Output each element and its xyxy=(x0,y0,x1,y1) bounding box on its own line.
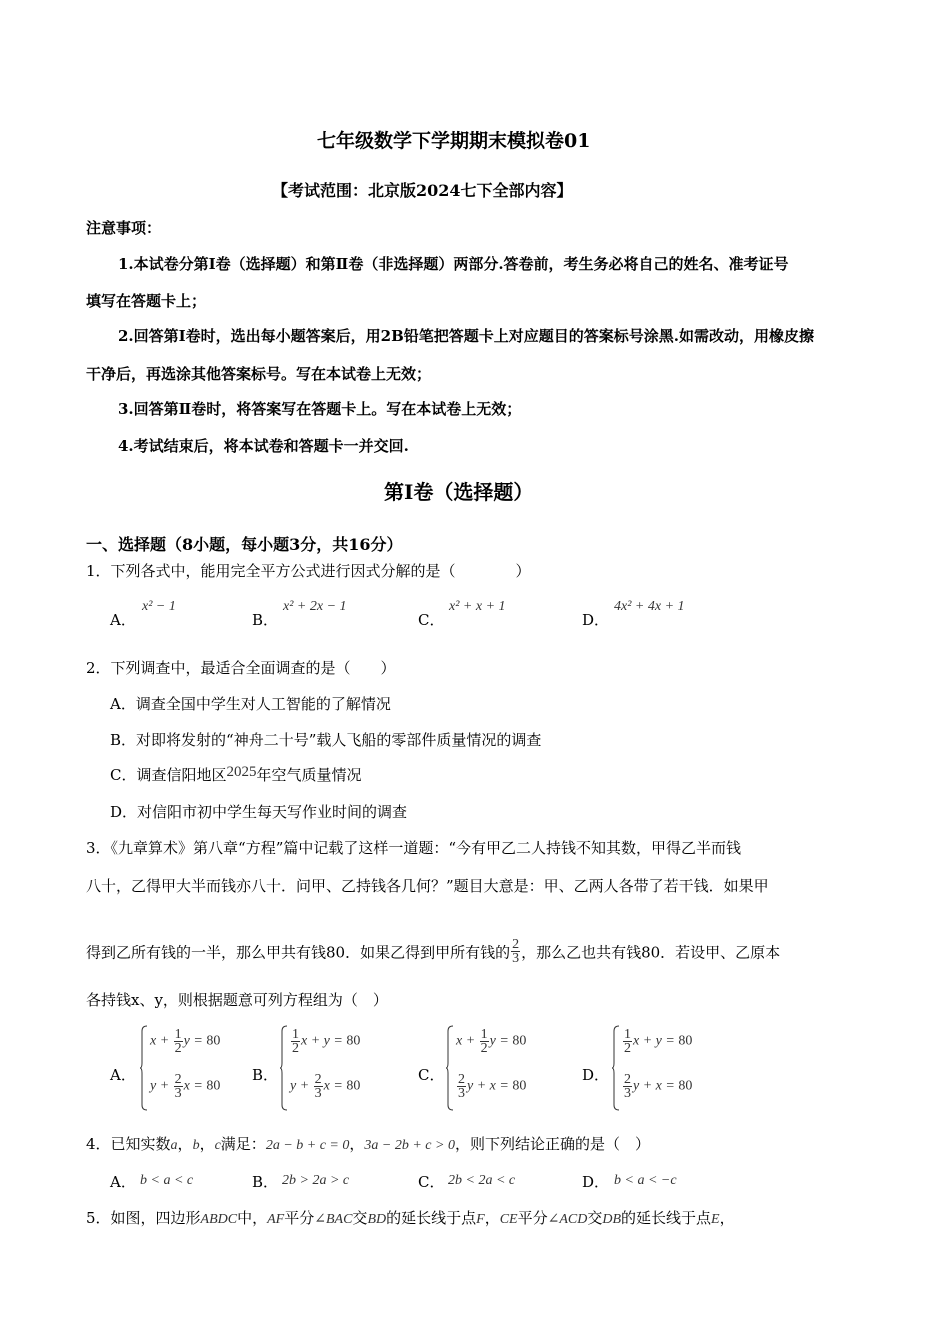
q1-option-d-label: D． xyxy=(582,611,610,629)
q4-condition-1: 2a − b + c = 0 xyxy=(265,1138,350,1153)
q2-option-c-year: 2025 xyxy=(226,764,257,780)
brace-icon xyxy=(280,1025,288,1111)
q3-fraction xyxy=(511,938,520,965)
q2-option-b: B．对即将发射的“神舟二十号”载人飞船的零部件质量情况的调查 xyxy=(110,731,542,749)
q4-option-a-expr: b < a < c xyxy=(140,1173,194,1188)
frac-two-thirds: $\frac{2}{3}$ xyxy=(624,1072,631,1101)
q5-t4: 的延长线于点 xyxy=(386,1209,477,1227)
q3-line-3-post: ，那么乙也共有钱80．若设甲、乙原本 xyxy=(521,943,781,962)
frac-half: $\frac{1}{2}$ xyxy=(292,1027,299,1056)
q3-line-1: 3．《九章算术》第八章“方程”篇中记载了这样一道题：“今有甲乙二人持钱不知其数，甲得乙半而钱 xyxy=(86,839,742,857)
q5-t8: 的延长线于点 xyxy=(621,1209,712,1227)
q4-stem-pre: 4．已知实数 xyxy=(86,1135,171,1153)
notice-item-1-line-1: 1.本试卷分第Ⅰ卷（选择题）和第Ⅱ卷（非选择题）两部分.答卷前，考生务必将自己的姓名、准考证号 xyxy=(118,255,789,273)
q5-stem xyxy=(86,1208,735,1230)
q3-b-eq-1: $\frac{1}{2}$ x + y = 80 xyxy=(292,1027,361,1056)
frac-two-thirds: $\frac{2}{3}$ xyxy=(314,1072,322,1101)
q4-comma: ， xyxy=(349,1135,365,1153)
q3-d-eq-2: $\frac{2}{3}$ y + x = 80 xyxy=(624,1072,693,1101)
q5-pre: 5．如图，四边形 xyxy=(86,1209,201,1227)
q4-var-a: a xyxy=(170,1138,178,1153)
q4-var-b: b xyxy=(192,1138,200,1153)
notice-item-2-line-2: 干净后，再选涂其他答案标号。写在本试卷上无效； xyxy=(86,365,432,383)
q3-option-c-label: C． xyxy=(418,1066,445,1084)
frac-two-thirds: $\frac{2}{3}$ xyxy=(174,1072,182,1101)
brace-icon xyxy=(140,1025,148,1111)
q5-af: AF xyxy=(267,1212,285,1227)
q2-stem: 2．下列调查中，最适合全面调查的是（ ） xyxy=(86,659,396,677)
q5-t1: 中， xyxy=(237,1209,268,1227)
q3-option-a-label: A． xyxy=(110,1066,136,1084)
notice-item-2-line-1: 2.回答第Ⅰ卷时，选出每小题答案后，用2B铅笔把答题卡上对应题目的答案标号涂黑.如需改动，用橡皮擦 xyxy=(118,327,815,345)
q1-stem: 1．下列各式中，能用完全平方公式进行因式分解的是（ ） xyxy=(86,562,531,580)
q3-c-eq-2: $\frac{2}{3}$ y + x = 80 xyxy=(458,1072,527,1101)
q3-c-eq-1: x + $\frac{1}{2}$ y = 80 xyxy=(456,1027,527,1056)
notice-item-1-line-2: 填写在答题卡上； xyxy=(86,292,207,310)
q1-option-d-expr: 4x² + 4x + 1 xyxy=(614,599,685,614)
q3-line-3 xyxy=(86,937,781,967)
q5-t5: ， xyxy=(484,1209,500,1227)
q5-shape: ABDC xyxy=(200,1212,238,1227)
q4-sep-2: ， xyxy=(199,1135,215,1153)
exam-title: 七年级数学下学期期末模拟卷01 xyxy=(317,130,591,152)
section-1-title: 一、选择题（8小题，每小题3分，共16分） xyxy=(86,535,403,554)
q3-a-eq-1: x + $\frac{1}{2}$ y = 80 xyxy=(150,1027,221,1056)
q3-option-d-system xyxy=(612,1025,722,1113)
exam-scope: 【考试范围：北京版2024七下全部内容】 xyxy=(272,181,573,200)
q4-option-d-label: D． xyxy=(582,1173,610,1191)
q3-option-c-system xyxy=(446,1025,556,1113)
q5-t3: 交 xyxy=(352,1209,368,1227)
q2-option-c xyxy=(110,765,362,786)
q4-stem xyxy=(86,1134,650,1156)
q5-f: F xyxy=(476,1212,485,1227)
q2-option-c-pre: C．调查信阳地区 xyxy=(110,766,227,784)
q5-t2: 平分 xyxy=(284,1209,315,1227)
q4-condition-2: 3a − 2b + c > 0 xyxy=(364,1138,455,1153)
q3-d-eq-1: $\frac{1}{2}$ x + y = 80 xyxy=(624,1027,693,1056)
q1-option-a-label: A． xyxy=(110,611,136,629)
q4-option-c-expr: 2b < 2a < c xyxy=(448,1173,516,1188)
q2-option-d: D．对信阳市初中学生每天写作业时间的调查 xyxy=(110,803,408,821)
q4-var-c: c xyxy=(214,1138,221,1153)
frac-half: $\frac{1}{2}$ xyxy=(480,1027,488,1056)
frac-half: $\frac{1}{2}$ xyxy=(174,1027,182,1056)
frac-half: $\frac{1}{2}$ xyxy=(624,1027,631,1056)
q1-option-b-expr: x² + 2x − 1 xyxy=(283,599,347,614)
notice-heading: 注意事项： xyxy=(86,219,162,237)
q5-bd: BD xyxy=(367,1212,387,1227)
q4-option-d-expr: b < a < −c xyxy=(614,1173,677,1188)
notice-item-4: 4.考试结束后，将本试卷和答题卡一并交回. xyxy=(118,437,409,455)
q3-line-3-pre: 得到乙所有钱的一半，那么甲共有钱80．如果乙得到甲所有钱的 xyxy=(86,943,511,962)
q3-a-eq-2: y + $\frac{2}{3}$ x = 80 xyxy=(150,1072,221,1101)
q1-option-c-expr: x² + x + 1 xyxy=(449,599,506,614)
q3-option-d-label: D． xyxy=(582,1066,610,1084)
q3-option-b-system xyxy=(280,1025,390,1113)
q3-line-2: 八十，乙得甲大半而钱亦八十．问甲、乙持钱各几何？”题目大意是：甲、乙两人各带了若干钱．如果甲 xyxy=(86,877,769,895)
frac-two-thirds: $\frac{2}{3}$ xyxy=(458,1072,465,1101)
q4-option-b-label: B． xyxy=(252,1173,279,1191)
brace-icon xyxy=(612,1025,620,1111)
q5-t6: 平分 xyxy=(517,1209,548,1227)
q1-option-c-label: C． xyxy=(418,611,445,629)
q4-option-c-label: C． xyxy=(418,1173,445,1191)
q3-fraction-denominator: 3 xyxy=(512,951,520,966)
q4-option-b-expr: 2b > 2a > c xyxy=(282,1173,350,1188)
q4-stem-post: ，则下列结论正确的是（ ） xyxy=(454,1135,650,1153)
q3-line-4: 各持钱x、y，则根据题意可列方程组为（ ） xyxy=(86,991,388,1009)
q3-b-eq-2: y + $\frac{2}{3}$ x = 80 xyxy=(290,1072,361,1101)
q3-option-b-label: B． xyxy=(252,1066,279,1084)
q5-angle-2: ∠ACD xyxy=(547,1212,588,1227)
q3-fraction-numerator: 2 xyxy=(512,937,520,952)
part-1-title: 第Ⅰ卷（选择题） xyxy=(384,480,534,504)
brace-icon xyxy=(446,1025,454,1111)
q5-ce: CE xyxy=(499,1212,518,1227)
q4-stem-mid: 满足： xyxy=(220,1135,266,1153)
notice-item-3: 3.回答第Ⅱ卷时，将答案写在答题卡上。写在本试卷上无效； xyxy=(118,400,522,418)
q4-sep-1: ， xyxy=(177,1135,193,1153)
q1-option-a-expr: x² − 1 xyxy=(142,599,176,614)
q5-e: E xyxy=(711,1212,720,1227)
q5-t9: ， xyxy=(719,1209,735,1227)
q3-option-a-system xyxy=(140,1025,250,1113)
q1-option-b-label: B． xyxy=(252,611,279,629)
q2-option-a: A．调查全国中学生对人工智能的了解情况 xyxy=(110,695,391,713)
q5-angle-1: ∠BAC xyxy=(314,1212,353,1227)
q5-t7: 交 xyxy=(587,1209,603,1227)
q4-option-a-label: A． xyxy=(110,1173,136,1191)
q5-db: DB xyxy=(602,1212,622,1227)
q2-option-c-post: 年空气质量情况 xyxy=(256,766,362,784)
